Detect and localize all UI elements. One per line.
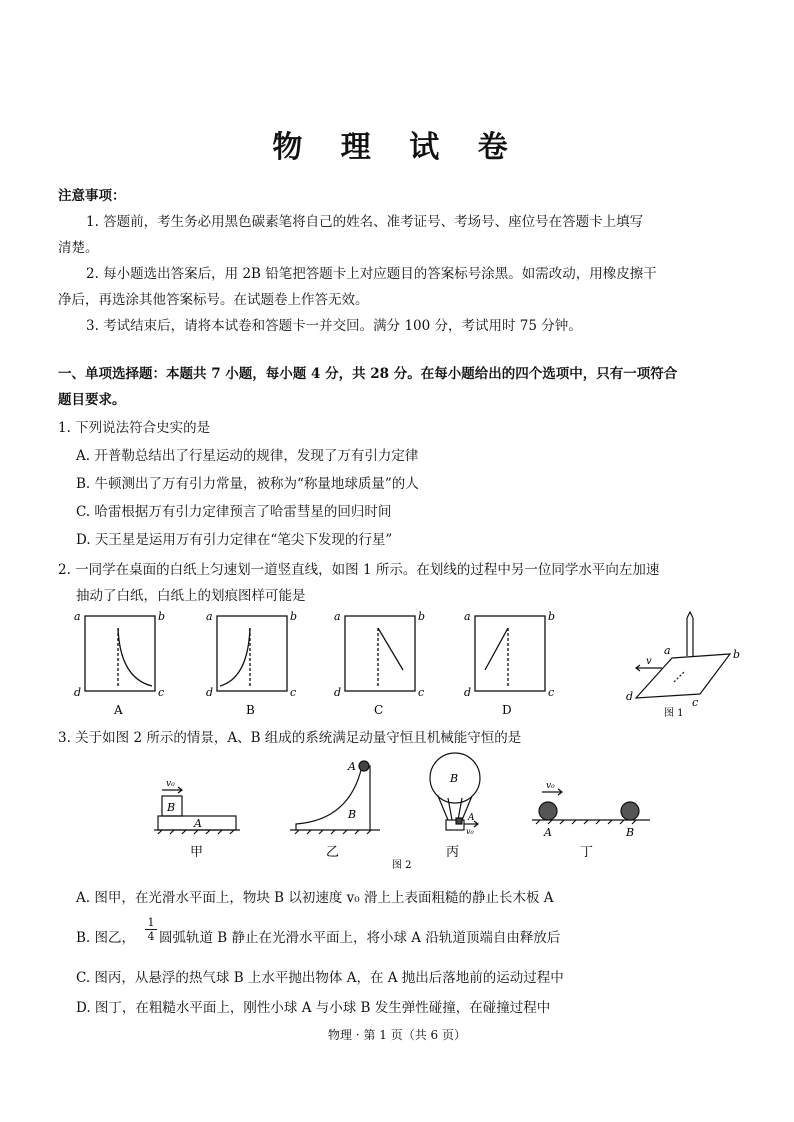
- q2-b-label-b: b: [290, 610, 298, 623]
- page-title: 物 理 试 卷: [272, 130, 522, 165]
- q2-option-c-figure: [345, 616, 415, 691]
- q1-option-c: C. 哈雷根据万有引力定律预言了哈雷彗星的回归时间: [76, 504, 392, 520]
- fig2-jia-v0: v₀: [166, 779, 175, 789]
- fraction-numerator: 1: [145, 916, 157, 930]
- q3-figures: [140, 752, 680, 870]
- fig2-yi-a: A: [348, 760, 356, 773]
- q2-d-label-a: a: [464, 610, 471, 623]
- fig2-ding-b: B: [626, 826, 635, 839]
- fig2-ding-v0: v₀: [546, 781, 555, 791]
- q1-option-b: B. 牛顿测出了万有引力常量，被称为“称量地球质量”的人: [76, 476, 419, 492]
- q2-option-d-figure: [475, 616, 545, 691]
- section-heading: 一、单项选择题：本题共 7 小题，每小题 4 分，共 28 分。在每小题给出的四个选项中，只有一项符合: [58, 366, 678, 382]
- q2-stem-2: 抽动了白纸，白纸上的划痕图样可能是: [76, 588, 306, 604]
- fig2-jia-label: 甲: [190, 845, 204, 860]
- q2-c-label-d: d: [334, 686, 342, 699]
- q2-c-label-a: a: [334, 610, 341, 623]
- fig1-label-d: d: [626, 690, 634, 703]
- fig1-label-a: a: [664, 644, 671, 657]
- q3-option-b-fraction: [145, 916, 157, 943]
- q3-option-d: D. 图丁，在粗糙水平面上，刚性小球 A 与小球 B 发生弹性碰撞，在碰撞过程中: [76, 1000, 551, 1016]
- q2-c-label-c: c: [418, 686, 425, 699]
- q1-stem: 1. 下列说法符合史实的是: [58, 420, 211, 436]
- fig2-yi-b: B: [348, 808, 357, 821]
- q2-d-label-d: d: [464, 686, 472, 699]
- notice-heading: 注意事项：: [58, 188, 126, 204]
- q3-option-b: 圆弧轨道 B 静止在光滑水平面上，将小球 A 沿轨道顶端自由释放后: [159, 930, 561, 946]
- fig1-caption: 图 1: [664, 708, 684, 719]
- q2-b-label-c: c: [290, 686, 297, 699]
- q2-option-d-label: D: [502, 703, 512, 717]
- fig2-yi-label: 乙: [326, 845, 340, 860]
- q3-stem: 3. 关于如图 2 所示的情景，A、B 组成的系统满足动量守恒且机械能守恒的是: [58, 730, 522, 746]
- q2-d-label-c: c: [548, 686, 555, 699]
- fig1-v-label: v: [646, 656, 652, 667]
- notice-line-5: 3. 考试结束后，请将本试卷和答题卡一并交回。满分 100 分，考试用时 75 分钟。: [86, 318, 582, 334]
- fig2-bing-a: A: [468, 813, 475, 823]
- fig2-bing-v0: v₀: [466, 827, 474, 836]
- q2-option-b-label: B: [246, 703, 255, 717]
- section-heading-2: 题目要求。: [58, 392, 126, 408]
- fig2-yi: [290, 761, 380, 834]
- fig2-ding: [532, 789, 650, 824]
- q3-option-a: A. 图甲，在光滑水平面上，物块 B 以初速度 v₀ 滑上上表面粗糙的静止长木板 A: [76, 890, 554, 906]
- q1-option-a: A. 开普勒总结出了行星运动的规律，发现了万有引力定律: [76, 448, 419, 464]
- q2-b-label-d: d: [206, 686, 214, 699]
- notice-line-4: 净后，再选涂其他答案标号。在试题卷上作答无效。: [58, 292, 369, 308]
- q2-option-a-label: A: [114, 703, 123, 717]
- fraction-denominator: 4: [147, 930, 155, 943]
- q2-option-a-figure: [85, 616, 155, 691]
- notice-line-1: 1. 答题前，考生务必用黑色碳素笔将自己的姓名、准考证号、考场号、座位号在答题卡上填写: [86, 214, 644, 230]
- page-footer: 物理 · 第 1 页（共 6 页）: [328, 1028, 466, 1042]
- notice-line-2: 清楚。: [58, 240, 99, 256]
- q2-a-label-b: b: [158, 610, 166, 623]
- q2-a-label-d: d: [74, 686, 82, 699]
- fig2-caption: 图 2: [392, 860, 412, 870]
- q2-c-label-b: b: [418, 610, 426, 623]
- fig2-ding-a: A: [544, 826, 552, 839]
- q2-stem-1: 2. 一同学在桌面的白纸上匀速划一道竖直线，如图 1 所示。在划线的过程中另一位同学水平向左加速: [58, 562, 660, 578]
- q2-b-label-a: a: [206, 610, 213, 623]
- q2-option-c-label: C: [374, 703, 384, 717]
- q2-a-label-a: a: [74, 610, 81, 623]
- fig1-label-b: b: [733, 648, 741, 661]
- fig1-label-c: c: [692, 696, 699, 709]
- fig1-drawing: [636, 612, 730, 698]
- fig2-ding-label: 丁: [580, 845, 594, 860]
- q2-a-label-c: c: [158, 686, 165, 699]
- q3-option-b-prefix: B. 图乙，: [76, 930, 136, 946]
- q1-option-d: D. 天王星是运用万有引力定律在“笔尖下发现的行星”: [76, 532, 393, 548]
- notice-line-3: 2. 每小题选出答案后，用 2B 铅笔把答题卡上对应题目的答案标号涂黑。如需改动，用橡皮擦干: [86, 266, 657, 282]
- q2-d-label-b: b: [548, 610, 556, 623]
- fig2-jia-a: A: [194, 817, 202, 830]
- fig2-bing-b: B: [450, 772, 459, 785]
- q2-option-b-figure: [217, 616, 287, 691]
- q2-figures: [60, 608, 760, 724]
- fig2-bing-label: 丙: [446, 845, 460, 860]
- q3-option-c: C. 图丙，从悬浮的热气球 B 上水平抛出物体 A，在 A 抛出后落地前的运动过程中: [76, 970, 564, 986]
- fig2-jia-b: B: [167, 801, 176, 814]
